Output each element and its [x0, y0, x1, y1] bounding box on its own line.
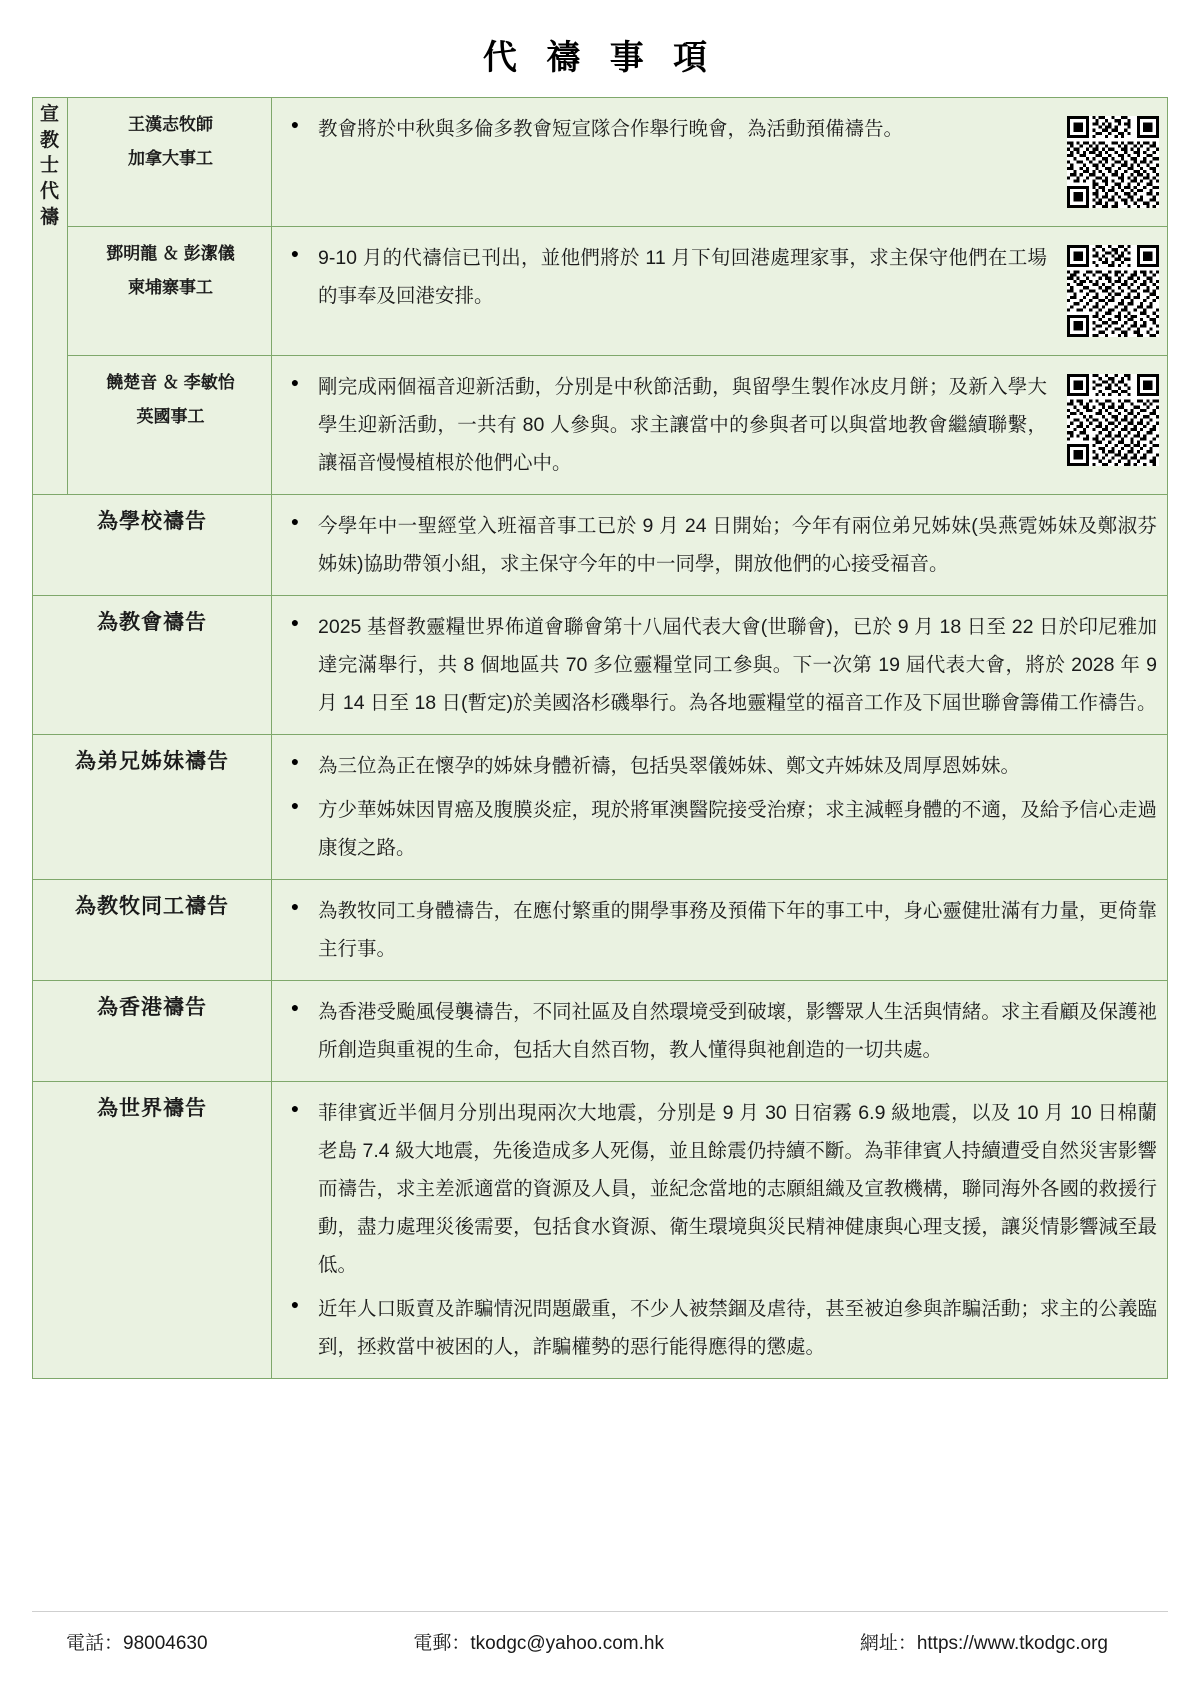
list-item-text: 方少華姊妹因胃癌及腹膜炎症，現於將軍澳醫院接受治療；求主減輕身體的不適，及給予信心走過康復之路。	[318, 799, 1157, 860]
footer-website: 網址：https://www.tkodgc.org	[859, 1633, 1108, 1654]
qr-code-icon	[1067, 374, 1159, 466]
section-content-church	[272, 596, 1168, 735]
section-label-school: 為學校禱告	[33, 495, 272, 596]
table-row	[33, 98, 1168, 227]
list-item-text: 今學年中一聖經堂入班福音事工已於 9 月 24 日開始；今年有兩位弟兄姊妹(吳燕霓姊妹及鄭淑芬姊妹)協助帶領小組，求主保守今年的中一同學，開放他們的心接受福音。	[318, 515, 1157, 576]
prayer-items-table	[32, 97, 1168, 1379]
table-row	[33, 880, 1168, 981]
page-footer	[32, 1611, 1168, 1655]
section-label-brethren: 為弟兄姊妹禱告	[33, 735, 272, 880]
missionary-content	[272, 356, 1168, 495]
list-item	[272, 608, 1157, 722]
list-item	[272, 239, 1047, 315]
list-item-text: 教會將於中秋與多倫多教會短宣隊合作舉行晚會，為活動預備禱告。	[318, 118, 904, 140]
bullet-icon: ●	[290, 1100, 300, 1117]
missionary-content	[272, 98, 1168, 227]
category-missionary	[33, 98, 68, 495]
bullet-icon: ●	[290, 513, 300, 530]
qr-code-icon	[1067, 116, 1159, 208]
list-item	[272, 1290, 1157, 1366]
list-item	[272, 892, 1157, 968]
section-label-church: 為教會禱告	[33, 596, 272, 735]
list-item-text: 2025 基督教靈糧世界佈道會聯會第十八屆代表大會(世聯會)，已於 9 月 18 日至 22 日於印尼雅加達完滿舉行，共 8 個地區共 70 多位靈糧堂同工參與。下一次第 19 屆代表大會，將於 2028 年 9 月 14 日至 18 日(暫定)於美國洛杉磯舉行。為各地靈糧堂的福音工作及下屆世聯會籌備工作禱告。	[318, 616, 1157, 715]
section-content-pastoral	[272, 880, 1168, 981]
bullet-icon: ●	[290, 753, 300, 770]
missionary-name-line1: 饒楚音 ＆ 李敏怡	[106, 373, 235, 392]
missionary-name	[68, 98, 272, 227]
section-content-school	[272, 495, 1168, 596]
bullet-icon: ●	[290, 999, 300, 1016]
section-label-hongkong: 為香港禱告	[33, 981, 272, 1082]
footer-email: 電郵：tkodgc@yahoo.com.hk	[413, 1633, 664, 1654]
list-item	[272, 747, 1157, 785]
list-item-text: 為教牧同工身體禱告，在應付繁重的開學事務及預備下年的事工中，身心靈健壯滿有力量，更倚靠主行事。	[318, 900, 1157, 961]
list-item	[272, 507, 1157, 583]
list-item-text: 為三位為正在懷孕的姊妹身體祈禱，包括吳翠儀姊妹、鄭文卉姊妹及周厚恩姊妹。	[318, 755, 1021, 778]
list-item	[272, 993, 1157, 1069]
list-item-text: 近年人口販賣及詐騙情況問題嚴重，不少人被禁錮及虐待，甚至被迫參與詐騙活動；求主的公義臨到，拯救當中被困的人，詐騙權勢的惡行能得應得的懲處。	[318, 1298, 1157, 1359]
qr-code-cell	[1047, 239, 1167, 343]
missionary-name-line1: 鄧明龍 ＆ 彭潔儀	[106, 244, 235, 263]
section-content-world	[272, 1082, 1168, 1379]
list-item-text: 為香港受颱風侵襲禱告，不同社區及自然環境受到破壞，影響眾人生活與情緒。求主看顧及保護祂所創造與重視的生命，包括大自然百物，教人懂得與祂創造的一切共處。	[318, 1001, 1157, 1062]
missionary-name-line2: 柬埔寨事工	[128, 278, 213, 297]
section-content-brethren	[272, 735, 1168, 880]
list-item-text: 剛完成兩個福音迎新活動，分別是中秋節活動，與留學生製作冰皮月餅；及新入學大學生迎新活動，一共有 80 人參與。求主讓當中的參與者可以與當地教會繼續聯繫，讓福音慢慢植根於他們心中。	[318, 376, 1047, 475]
bullet-icon: ●	[290, 1296, 300, 1313]
table-row	[33, 981, 1168, 1082]
category-char: 教	[39, 129, 60, 151]
section-label-pastoral: 為教牧同工禱告	[33, 880, 272, 981]
qr-code-icon	[1067, 245, 1159, 337]
qr-code-cell	[1047, 368, 1167, 472]
bullet-icon: ●	[290, 245, 300, 261]
list-item	[272, 110, 1047, 148]
missionary-name	[68, 356, 272, 495]
table-row	[33, 227, 1168, 356]
bullet-icon: ●	[290, 614, 300, 631]
list-item	[272, 368, 1047, 482]
table-row	[33, 596, 1168, 735]
list-item	[272, 1094, 1157, 1284]
table-row	[33, 735, 1168, 880]
missionary-name	[68, 227, 272, 356]
qr-code-cell	[1047, 110, 1167, 214]
category-char: 宣	[39, 104, 60, 125]
missionary-name-line1: 王漢志牧師	[128, 115, 213, 134]
footer-phone: 電話：98004630	[66, 1633, 208, 1654]
list-item-text: 9-10 月的代禱信已刊出，並他們將於 11 月下旬回港處理家事，求主保守他們在工場的事奉及回港安排。	[318, 247, 1047, 308]
missionary-content	[272, 227, 1168, 356]
bullet-icon: ●	[290, 116, 300, 132]
page-title: 代 禱 事 項	[482, 39, 718, 77]
list-item-text: 菲律賓近半個月分別出現兩次大地震，分別是 9 月 30 日宿霧 6.9 級地震，以及 10 月 10 日棉蘭老島 7.4 級大地震，先後造成多人死傷，並且餘震仍持續不斷。為菲律賓人持續遭受自然災害影響而禱告，求主差派適當的資源及人員，並紀念當地的志願組織及宣教機構，聯同海外各國的救援行動，盡力處理災後需要，包括食水資源、衛生環境與災民精神健康與心理支援，讓災情影響減至最低。	[318, 1102, 1157, 1277]
category-char: 士	[39, 155, 60, 177]
table-row	[33, 1082, 1168, 1379]
list-item	[272, 791, 1157, 867]
bullet-icon: ●	[290, 898, 300, 915]
category-char: 代	[39, 180, 60, 202]
missionary-name-line2: 加拿大事工	[128, 149, 213, 168]
table-row	[33, 356, 1168, 495]
section-label-world: 為世界禱告	[33, 1082, 272, 1379]
bullet-icon: ●	[290, 797, 300, 814]
section-content-hongkong	[272, 981, 1168, 1082]
category-char: 禱	[39, 206, 60, 228]
table-row	[33, 495, 1168, 596]
bullet-icon: ●	[290, 374, 300, 390]
missionary-name-line2: 英國事工	[136, 407, 205, 426]
